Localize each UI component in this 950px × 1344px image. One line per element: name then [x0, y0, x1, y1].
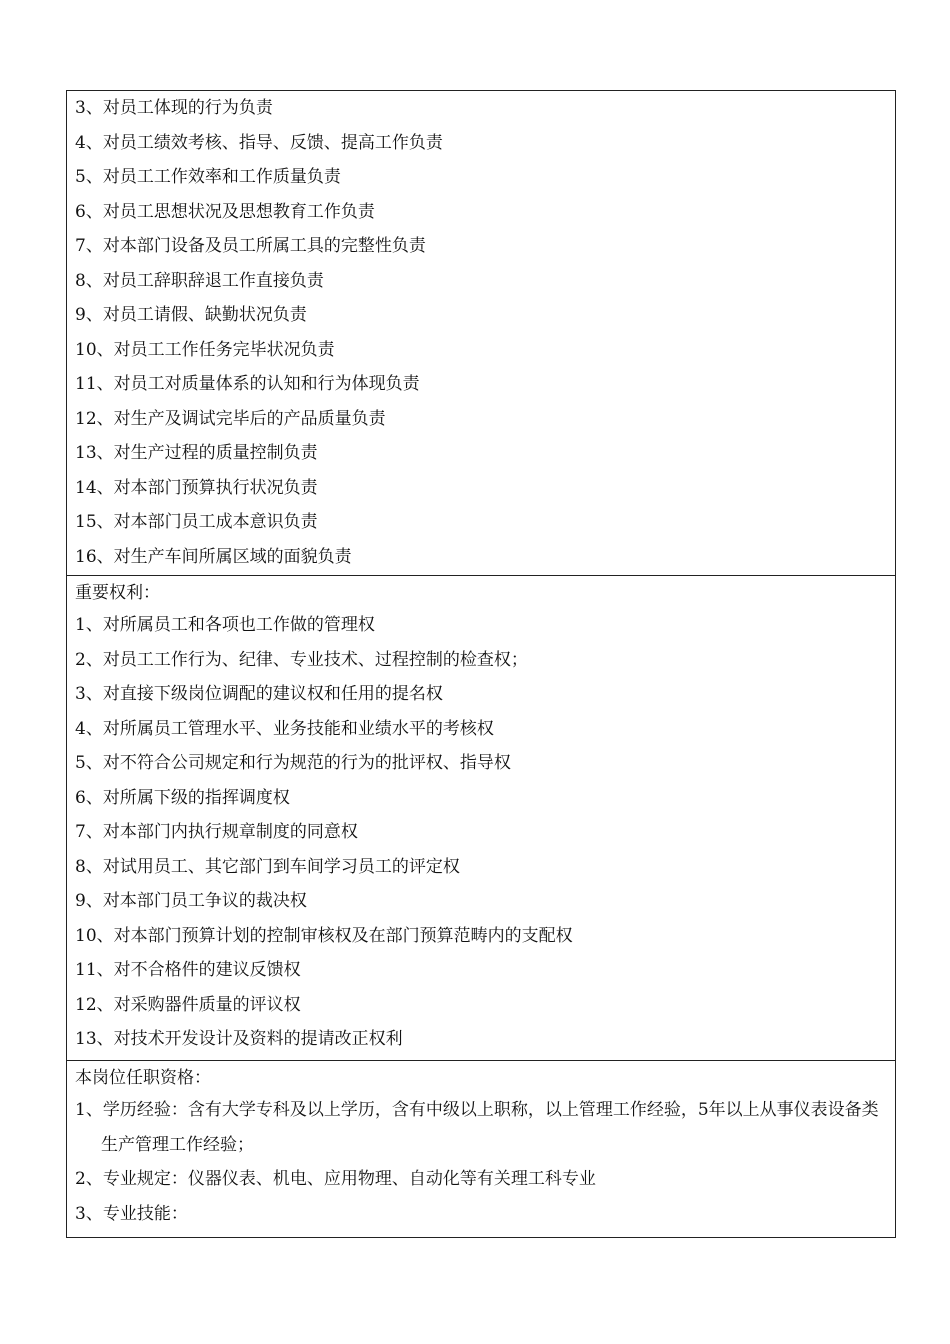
qualification-item: 3、专业技能：	[75, 1203, 188, 1224]
qualification-item: 1、学历经验：含有大学专科及以上学历，含有中级以上职称，以上管理工作经验，5年以上从事仪表设备类生产管理工作经验；	[75, 1100, 879, 1155]
qualification-item: 2、专业规定：仪器仪表、机电、应用物理、自动化等有关理工科专业	[75, 1169, 596, 1189]
duty-item: 4、对员工绩效考核、指导、反馈、提高工作负责	[75, 132, 443, 153]
duty-item: 10、对员工工作任务完毕状况负责	[75, 339, 335, 360]
duty-item: 6、对员工思想状况及思想教育工作负责	[75, 201, 375, 222]
duty-item: 15、对本部门员工成本意识负责	[75, 512, 318, 532]
right-item: 5、对不符合公司规定和行为规范的行为的批评权、指导权	[75, 753, 511, 773]
duty-item: 12、对生产及调试完毕后的产品质量负责	[75, 408, 386, 429]
duty-item: 13、对生产过程的质量控制负责	[75, 443, 318, 463]
responsibilities-section	[67, 91, 895, 576]
right-item: 9、对本部门员工争议的裁决权	[75, 891, 307, 911]
duty-item: 9、对员工请假、缺勤状况负责	[75, 305, 307, 325]
right-item: 2、对员工工作行为、纪律、专业技术、过程控制的检查权；	[75, 649, 528, 670]
duty-item: 3、对员工体现的行为负责	[75, 98, 273, 118]
right-item: 13、对技术开发设计及资料的提请改正权利	[75, 1029, 403, 1049]
right-item: 10、对本部门预算计划的控制审核权及在部门预算范畴内的支配权	[75, 925, 573, 946]
duty-item: 7、对本部门设备及员工所属工具的完整性负责	[75, 236, 426, 256]
duty-item: 14、对本部门预算执行状况负责	[75, 477, 318, 498]
right-item: 8、对试用员工、其它部门到车间学习员工的评定权	[75, 856, 460, 877]
right-item: 11、对不合格件的建议反馈权	[75, 960, 301, 980]
duty-item: 5、对员工工作效率和工作质量负责	[75, 167, 341, 187]
right-item: 7、对本部门内执行规章制度的同意权	[75, 822, 358, 842]
right-item: 12、对采购器件质量的评议权	[75, 994, 301, 1015]
job-description-table	[66, 90, 896, 1238]
qualifications-section	[67, 1061, 895, 1237]
right-item: 3、对直接下级岗位调配的建议权和任用的提名权	[75, 684, 443, 704]
right-item: 6、对所属下级的指挥调度权	[75, 787, 290, 808]
rights-heading: 重要权利：	[75, 583, 160, 603]
right-item: 4、对所属员工管理水平、业务技能和业绩水平的考核权	[75, 718, 494, 739]
duty-item: 8、对员工辞职辞退工作直接负责	[75, 270, 324, 291]
qualifications-heading: 本岗位任职资格：	[75, 1068, 211, 1088]
duty-item: 11、对员工对质量体系的认知和行为体现负责	[75, 374, 420, 394]
duty-item: 16、对生产车间所属区域的面貌负责	[75, 546, 352, 567]
rights-section	[67, 576, 895, 1061]
right-item: 1、对所属员工和各项也工作做的管理权	[75, 615, 375, 635]
